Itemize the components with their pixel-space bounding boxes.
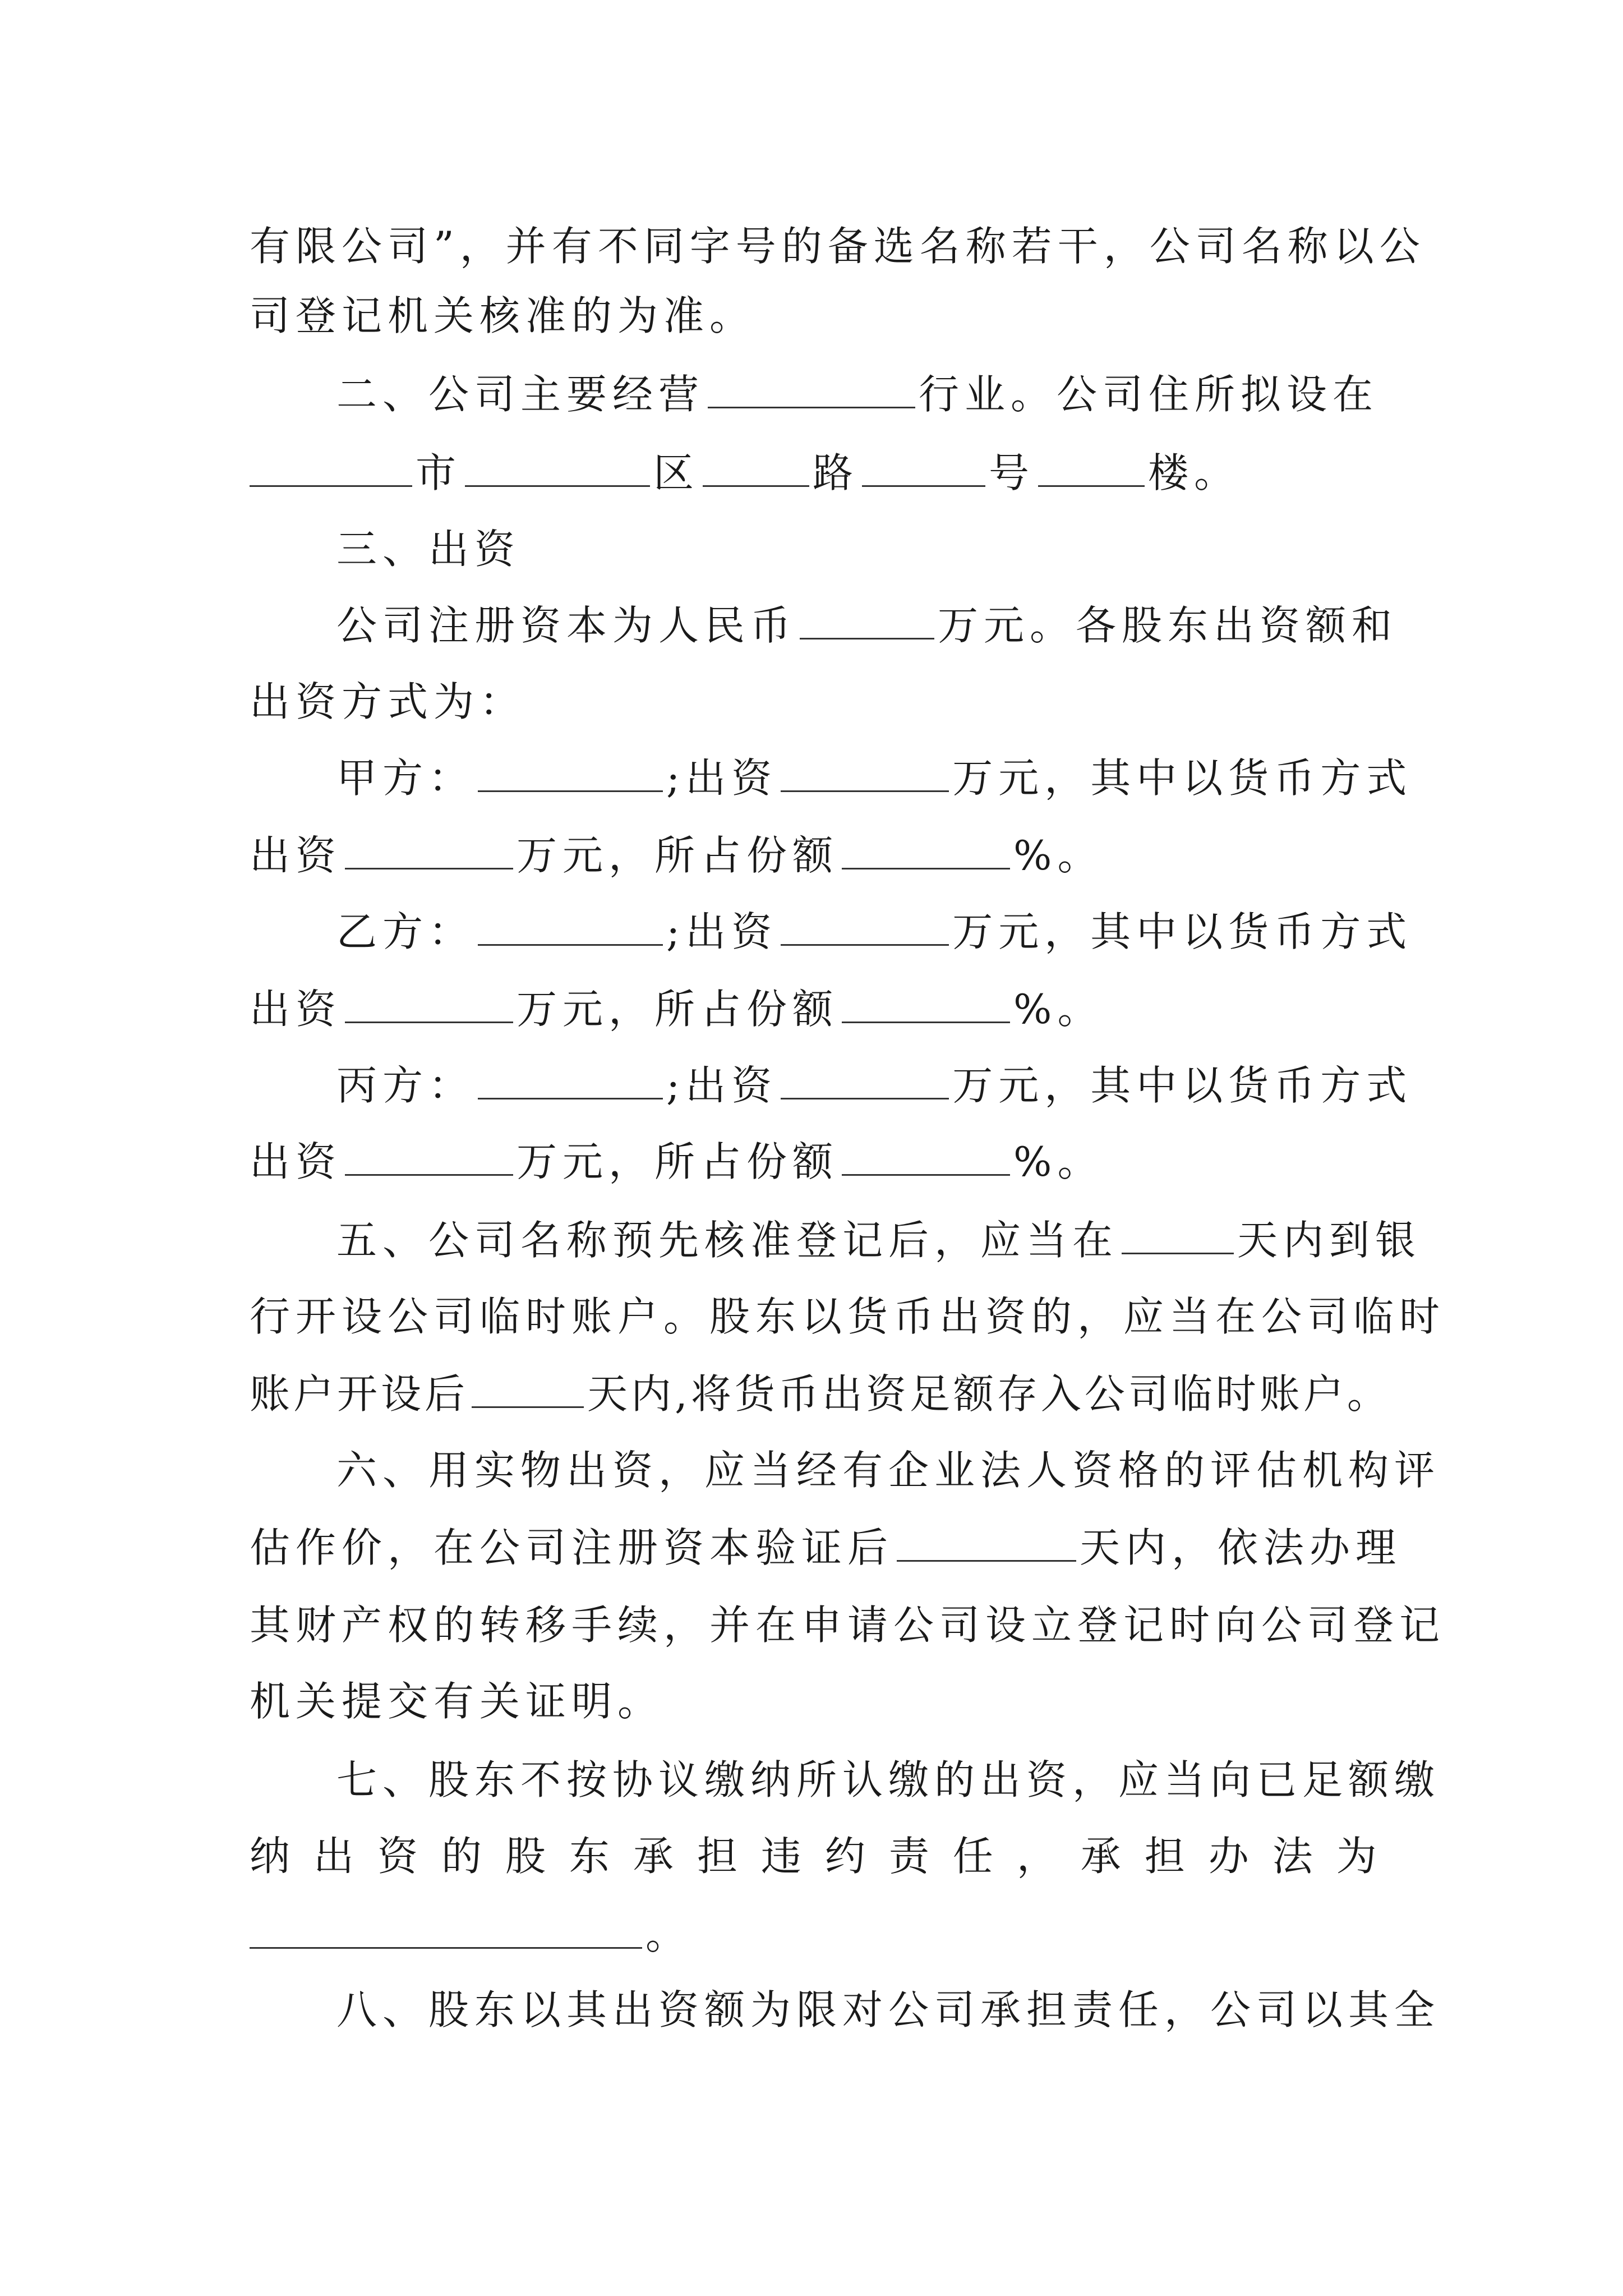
text-line [250,1286,1446,1347]
line-text: 万元。各股东出资额和 [938,602,1398,649]
justified-char: 责 [888,1833,929,1880]
line-text: 天内,将货币出资足额存入公司临时账户。 [587,1370,1391,1418]
line-text: 估作价，在公司注册资本验证后 [250,1524,894,1571]
address-line [250,442,1377,504]
blank-city[interactable] [465,452,650,487]
justified-char: 的 [441,1833,482,1880]
blank-province[interactable] [250,452,412,487]
line-text: ;出资 [666,754,778,802]
section-five-line-3 [250,1363,1391,1425]
line-text: 司登记机关核准的为准。 [250,292,756,339]
blank-days-deposit[interactable] [472,1373,584,1408]
percent-sign: %。 [1013,1138,1104,1185]
party-a-line [336,747,1413,809]
line-text: 万元，所占份额 [517,832,839,879]
justified-char: 违 [760,1833,801,1880]
address-floor: 楼。 [1148,449,1241,496]
line-text: 天内，依法办理 [1080,1524,1402,1571]
line-text: 万元，其中以货币方式 [952,1062,1413,1109]
justified-char: 东 [569,1833,610,1880]
address-district: 区 [653,449,700,496]
text-line [336,1439,1441,1501]
blank-party-b-share[interactable] [842,988,1010,1023]
line-text: 账户开设后 [250,1370,469,1418]
address-road: 路 [813,449,859,496]
blank-liability-method[interactable] [250,1913,642,1949]
section-two-line [336,364,1377,425]
party-b-line-2 [250,978,1377,1040]
justified-line [250,1825,1377,1887]
blank-road[interactable] [862,452,985,487]
justified-char: 股 [505,1833,546,1880]
blank-party-a-share[interactable] [842,834,1010,869]
line-text: 万元，其中以货币方式 [952,908,1413,955]
blank-party-c-share[interactable] [842,1140,1010,1176]
blank-party-b-name[interactable] [478,910,663,946]
line-text: 六、用实物出资，应当经有企业法人资格的评估机构评 [336,1447,1441,1494]
line-text: 。 [645,1911,692,1958]
justified-char: 出 [313,1833,354,1880]
line-text: 出资 [250,986,342,1033]
line-text: 行开设公司临时账户。股东以货币出资的，应当在公司临时 [250,1293,1446,1340]
justified-char: 任 [952,1833,993,1880]
address-number: 号 [989,449,1035,496]
blank-days-bank[interactable] [1122,1219,1234,1254]
line-text: 公司注册资本为人民币 [336,602,797,649]
section-seven-line-3 [250,1904,1377,1966]
section-five-line [336,1209,1422,1271]
line-text: 出资方式为： [250,678,526,725]
line-text: 万元，所占份额 [517,986,839,1033]
party-b-line [336,901,1413,963]
line-text: 其财产权的转移手续，并在申请公司设立登记时向公司登记 [250,1602,1446,1649]
justified-char: 承 [633,1833,674,1880]
text-line [250,215,1426,277]
justified-char: ， [1016,1833,1057,1880]
blank-party-a-amount[interactable] [781,757,949,792]
line-text: 机关提交有关证明。 [250,1678,664,1725]
line-text: 万元，其中以货币方式 [952,754,1413,802]
section-six-line-2 [250,1517,1402,1579]
blank-days-transfer[interactable] [897,1526,1076,1562]
blank-district[interactable] [703,452,809,487]
capital-line [336,595,1398,656]
party-b-label: 乙方： [336,908,475,955]
line-text: 出资 [250,1138,342,1185]
line-text: 二、公司主要经营 [336,371,705,418]
text-line [250,1671,1377,1732]
justified-char: 纳 [250,1833,291,1880]
line-text: 八、股东以其出资额为限对公司承担责任，公司以其全 [336,1986,1441,2033]
blank-party-b-cash[interactable] [345,988,513,1023]
address-city: 市 [416,449,462,496]
percent-sign: %。 [1013,986,1104,1033]
justified-char: 办 [1208,1833,1249,1880]
text-line [250,285,1377,347]
party-c-line-2 [250,1131,1377,1193]
line-text: ;出资 [666,908,778,955]
line-text: 五、公司名称预先核准登记后，应当在 [336,1217,1119,1264]
text-line [336,1979,1441,2041]
blank-party-a-name[interactable] [478,757,663,792]
justified-char: 担 [1144,1833,1185,1880]
justified-char: 法 [1272,1833,1313,1880]
justified-char: 约 [824,1833,865,1880]
party-c-label: 丙方： [336,1062,475,1109]
blank-industry[interactable] [708,373,915,408]
text-line [250,1594,1446,1656]
line-text: 行业。公司住所拟设在 [919,371,1379,418]
line-text: 有限公司”，并有不同字号的备选名称若干，公司名称以公 [250,223,1426,270]
justified-char: 为 [1336,1833,1377,1880]
section-title [336,518,1377,580]
justified-char: 承 [1080,1833,1121,1880]
party-a-line-2 [250,825,1377,886]
blank-number[interactable] [1038,452,1145,487]
text-line [250,671,1377,733]
line-text: 天内到银 [1237,1217,1422,1264]
party-a-label: 甲方： [336,754,475,802]
line-text: 出资 [250,832,342,879]
line-text: 万元，所占份额 [517,1138,839,1185]
justified-char: 担 [697,1833,737,1880]
blank-party-c-name[interactable] [478,1064,663,1099]
line-text: ;出资 [666,1062,778,1109]
blank-party-b-amount[interactable] [781,910,949,946]
line-text: 七、股东不按协议缴纳所认缴的出资，应当向已足额缴 [336,1756,1441,1803]
section-three-title: 三、出资 [336,526,521,573]
blank-party-a-cash[interactable] [345,834,513,869]
blank-registered-capital[interactable] [800,604,934,639]
party-c-line [336,1055,1413,1116]
percent-sign: %。 [1013,832,1104,879]
blank-party-c-amount[interactable] [781,1064,949,1099]
justified-char: 资 [377,1833,418,1880]
text-line [336,1749,1441,1811]
blank-party-c-cash[interactable] [345,1140,513,1176]
